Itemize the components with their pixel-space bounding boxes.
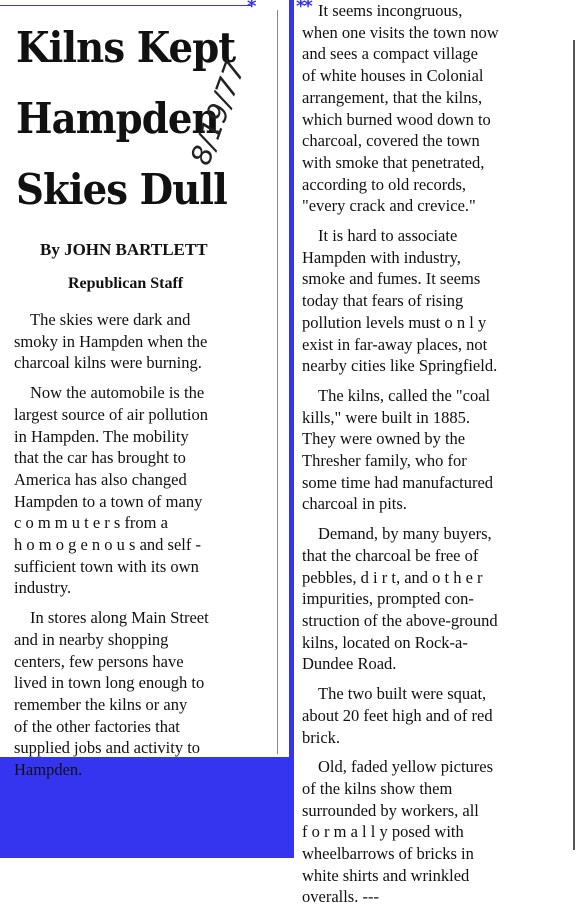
text-line: pollution levels must o n l y <box>302 312 487 332</box>
text-line: which burned wood down to <box>302 109 491 129</box>
text-line: The skies were dark and <box>30 310 191 329</box>
text-line: about 20 feet high and of red <box>302 705 493 725</box>
text-line: lived in town long enough to <box>14 673 205 693</box>
handwritten-date: 8/19/77 <box>184 56 252 170</box>
asterisk-mark: * <box>247 0 257 17</box>
paragraph-gap <box>302 515 570 523</box>
text-line: Thresher family, who for <box>302 451 467 471</box>
text-line: Dundee Road. <box>302 654 397 674</box>
top-blue-rule <box>0 5 252 6</box>
text-line: Old, faded yellow pictures <box>318 757 494 777</box>
text-line: of the other factories that <box>14 716 180 736</box>
left-column-text <box>14 309 272 781</box>
staff-credit: Republican Staff <box>68 275 184 292</box>
text-line: "every crack and crevice." <box>302 196 476 216</box>
paragraph-gap <box>302 377 570 385</box>
paragraph-gap <box>14 599 272 607</box>
text-line: that the charcoal be free of <box>302 545 479 565</box>
text-line: with smoke that penetrated, <box>302 152 485 172</box>
headline-line: Kilns Kept <box>16 23 236 72</box>
text-line: h o m o g e n o u s and self - <box>14 535 201 555</box>
text-line: white shirts and wrinkled <box>302 865 470 885</box>
clipping-edge <box>573 40 575 850</box>
text-line: centers, few persons have <box>14 651 184 671</box>
text-line: Now the automobile is the <box>30 383 205 403</box>
text-line: impurities, prompted con- <box>302 589 474 609</box>
text-line: sufficient town with its own <box>14 556 199 576</box>
text-line: f o r m a l l y posed with <box>302 822 464 842</box>
text-line: that the car has brought to <box>14 448 186 468</box>
text-line: some time had manufactured <box>302 472 494 492</box>
text-line: and in nearby shopping <box>14 629 169 649</box>
text-line: exist in far-away places, not <box>302 334 488 354</box>
text-line: kills," were built in 1885. <box>302 407 471 427</box>
text-line: according to old records, <box>302 174 467 194</box>
text-line: struction of the above-ground <box>302 610 498 630</box>
text-line: of the kilns show them <box>302 778 453 798</box>
text-line: overalls. --- <box>302 887 379 907</box>
byline: By JOHN BARTLETT <box>40 240 208 259</box>
paragraph-gap <box>302 748 570 756</box>
text-line: supplied jobs and activity to <box>14 738 201 758</box>
text-line: charcoal kilns were burning. <box>14 353 202 373</box>
text-line: They were owned by the <box>302 429 466 449</box>
text-line: when one visits the town now <box>302 22 499 42</box>
text-line: pebbles, d i r t, and o t h e r <box>302 567 483 587</box>
text-line: It seems incongruous, <box>318 1 463 20</box>
text-line: largest source of air pollution <box>14 404 208 424</box>
text-line: charcoal, covered the town <box>302 131 480 151</box>
paragraph-gap <box>302 675 570 683</box>
blue-divider <box>289 0 294 858</box>
text-line: nearby cities like Springfield. <box>302 356 498 376</box>
paragraph-gap <box>14 374 272 382</box>
text-line: industry. <box>14 578 72 598</box>
text-line: of white houses in Colonial <box>302 66 484 86</box>
text-line: smoke and fumes. It seems <box>302 269 481 289</box>
right-column-text <box>302 0 570 908</box>
text-line: remember the kilns or any <box>14 694 188 714</box>
text-line: Hampden to a town of many <box>14 491 203 511</box>
text-line: charcoal in pits. <box>302 494 407 514</box>
text-line: It is hard to associate <box>318 226 458 246</box>
text-line: In stores along Main Street <box>30 608 209 628</box>
double-asterisk-mark: ** <box>296 0 311 17</box>
column-rule <box>277 10 278 754</box>
text-line: today that fears of rising <box>302 291 464 311</box>
headline-line: Hampden <box>16 94 219 143</box>
text-line: arrangement, that the kilns, <box>302 87 483 107</box>
paragraph-gap <box>302 217 570 225</box>
text-line: wheelbarrows of bricks in <box>302 844 474 864</box>
headline-line: Skies Dull <box>16 165 227 214</box>
text-line: c o m m u t e r s from a <box>14 513 168 533</box>
text-line: Demand, by many buyers, <box>318 524 492 544</box>
text-line: surrounded by workers, all <box>302 800 479 820</box>
text-line: smoky in Hampden when the <box>14 331 208 351</box>
text-line: brick. <box>302 727 341 747</box>
headline <box>16 12 236 225</box>
text-line: Hampden with industry, <box>302 247 461 267</box>
text-line: America has also changed <box>14 469 187 489</box>
text-line: and sees a compact village <box>302 44 478 64</box>
text-line: kilns, located on Rock-a- <box>302 632 468 652</box>
text-line: The two built were squat, <box>318 684 487 704</box>
text-line: Hampden. <box>14 760 83 780</box>
text-line: The kilns, called the "coal <box>318 385 491 405</box>
text-line: in Hampden. The mobility <box>14 426 189 446</box>
